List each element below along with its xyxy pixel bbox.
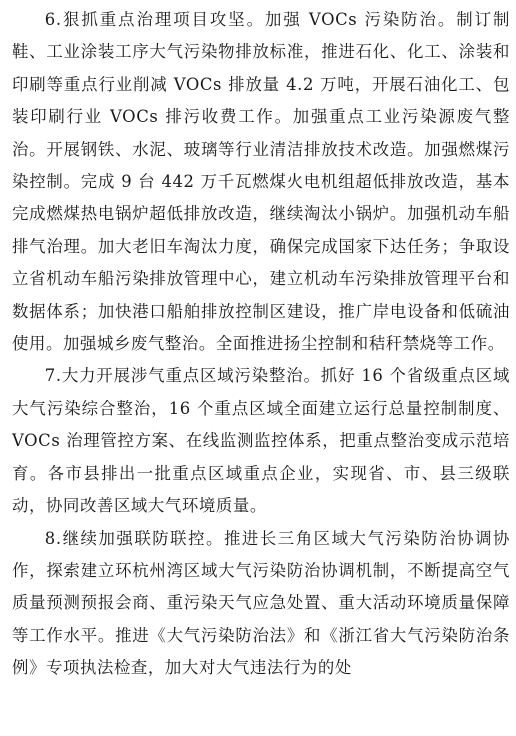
paragraph-6: 6.狠抓重点治理项目攻坚。加强 VOCs 污染防治。制订制鞋、工业涂装工序大气污染物排放标准，推进石化、化工、涂装和印刷等重点行业削减 VOCs 排放量 4.2 万吨，开展石油化工、包装印刷行业 VOCs 排污收费工作。加强重点工业污染源废气整治。开展钢铁、水泥、玻璃等行业清洁排放技术改造。加强燃煤污染控制。完成 9 台 442 万千瓦燃煤火电机组超低排放改造，基本完成燃煤热电锅炉超低排放改造，继续淘汰小锅炉。加强机动车船排气治理。加大老旧车淘汰力度，确保完成国家下达任务；争取设立省机动车船污染排放管理中心，建立机动车污染排放管理平台和数据体系；加快港口船舶排放控制区建设，推广岸电设备和低硫油使用。加强城乡废气整治。全面推进扬尘控制和秸秆禁烧等工作。 — [12, 10, 510, 354]
paragraph-8: 8.继续加强联防联控。推进长三角区域大气污染防治协调协作，探索建立环杭州湾区域大气污染防治协调机制，不断提高空气质量预测预报会商、重污染天气应急处置、重大活动环境质量保障等工作水平。推进《大气污染防治法》和《浙江省大气污染防治条例》专项执法检查，加大对大气违法行为的处 — [12, 528, 510, 678]
paragraph-7: 7.大力开展涉气重点区域污染整治。抓好 16 个省级重点区域大气污染综合整治，16 个重点区域全面建立运行总量控制制度、VOCs 治理管控方案、在线监测监控体系，把重点整治变成示范培育。各市县排出一批重点区域重点企业，实现省、市、县三级联动，协同改善区域大气环境质量。 — [12, 366, 510, 516]
